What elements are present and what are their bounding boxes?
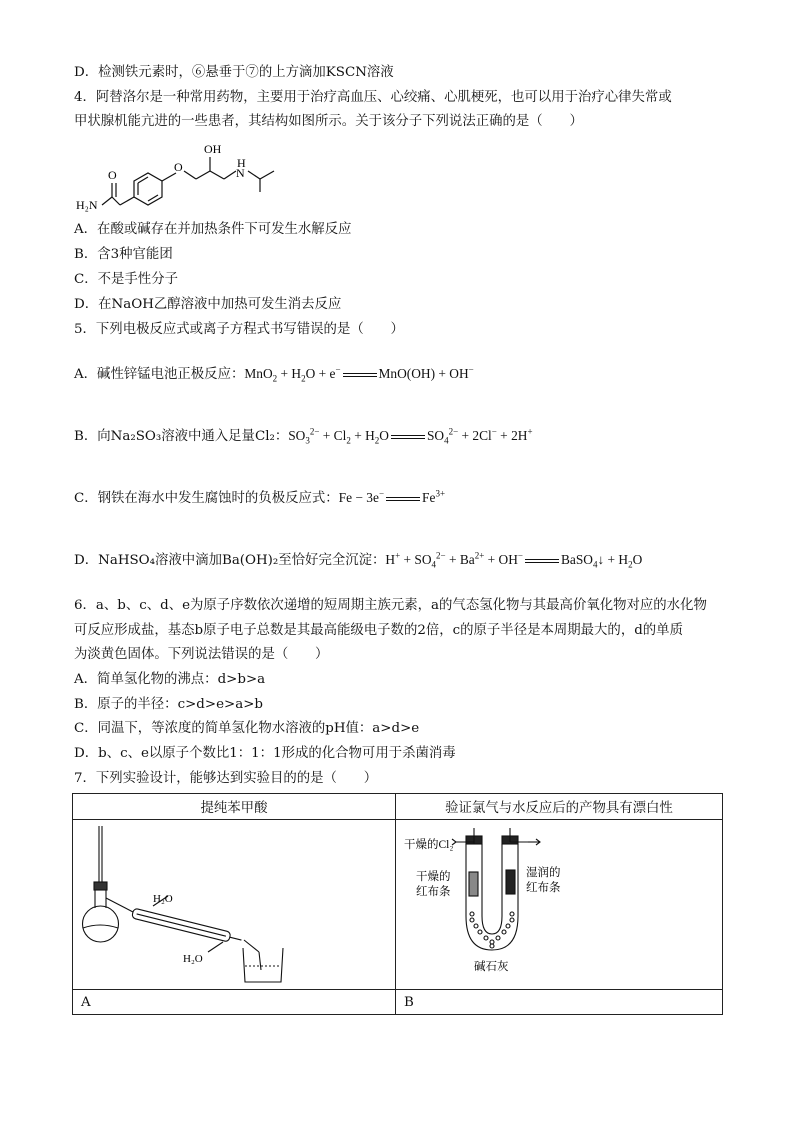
distillation-apparatus — [73, 820, 395, 985]
atenolol-structure — [72, 137, 312, 217]
col-b-header: 验证氯气与水反应后的产物具有漂白性 — [396, 794, 723, 820]
struct-nh2: H₂N — [76, 198, 98, 212]
q4-option-a: A．在酸或碱存在并加热条件下可发生水解反应 — [74, 222, 352, 237]
fig-b-cell — [396, 820, 723, 990]
q4-stem-line2: 甲状腺机能亢进的一些患者，其结构如图所示。关于该分子下列说法正确的是（ ） — [74, 114, 583, 129]
q7-stem: 7．下列实验设计，能够达到实验目的的是（ ） — [74, 771, 378, 786]
water-out-label: H₂O — [183, 953, 203, 965]
q4-option-b: B．含3种官能团 — [74, 247, 173, 262]
q5-option-c: C．钢铁在海水中发生腐蚀时的负极反应式：Fe − 3e− $Fe^{3+}$ — [74, 488, 446, 506]
col-a-header: 提纯苯甲酸 — [73, 794, 396, 820]
q6-stem-line1: 6．a、b、c、d、e为原子序数依次递增的短周期主族元素，a的气态氢化物与其最高价氧化物对应的水化物 — [74, 598, 707, 613]
q6-option-d: D．b、c、e以原子个数比1：1：1形成的化合物可用于杀菌消毒 — [74, 746, 456, 761]
struct-h: H — [237, 156, 246, 170]
q4-option-c: C．不是手性分子 — [74, 272, 178, 287]
q6-option-a: A．简单氢化物的沸点：d>b>a — [74, 672, 266, 687]
col-a-label: A — [73, 990, 396, 1015]
q6-option-b: B．原子的半径：c>d>e>a>b — [74, 697, 264, 712]
wet-strip-label-2: 红布条 — [526, 882, 561, 894]
dry-strip-label-2: 红布条 — [416, 886, 451, 898]
q4-option-d: D．在NaOH乙醇溶液中加热可发生消去反应 — [74, 297, 342, 312]
q5-option-d: D．NaHSO₄溶液中滴加Ba(OH)₂至恰好完全沉淀：$H^+ + SO_4^{2-} + Ba^{2+} + OH^-$ BaSO$_4$↓ + $H_2O$ — [74, 550, 643, 570]
q6-option-c: C．同温下，等浓度的简单氢化物水溶液的pH值：a>d>e — [74, 721, 420, 736]
fig-a-cell — [73, 820, 396, 990]
dry-cl2-label: 干燥的Cl₂ — [404, 839, 454, 851]
struct-o-ether: O — [174, 160, 183, 174]
struct-oh: OH — [204, 142, 222, 156]
water-in-label: H₂O — [153, 893, 173, 905]
experiment-table — [72, 793, 723, 1015]
q4-stem-line1: 4．阿替洛尔是一种常用药物，主要用于治疗高血压、心绞痛、心肌梗死，也可以用于治疗心律失常或 — [74, 90, 672, 105]
wet-strip-label-1: 湿润的 — [526, 867, 561, 879]
dry-strip-label-1: 干燥的 — [416, 871, 451, 883]
struct-n: N — [236, 166, 245, 180]
q5-option-a: A．碱性锌锰电池正极反应：$MnO_2 + H_2O + e^-$ MnO(OH) + OH− — [74, 364, 474, 384]
soda-lime-label: 碱石灰 — [474, 961, 509, 973]
q5-option-b: B．向Na₂SO₃溶液中通入足量Cl₂：$SO_3^{2-} + Cl_2 + H_2O$ $SO_4^{2-} + 2Cl^- + 2H^+$ — [74, 426, 533, 446]
q5-stem: 5．下列电极反应式或离子方程式书写错误的是（ ） — [74, 322, 404, 337]
col-b-label: B — [396, 990, 723, 1015]
q3-option-d: D．检测铁元素时，⑥悬垂于⑦的上方滴加KSCN溶液 — [74, 65, 394, 80]
q6-stem-line2: 可反应形成盐，基态b原子电子总数是其最高能级电子数的2倍，c的原子半径是本周期最大的，d的单质 — [74, 623, 683, 638]
q6-stem-line3: 为淡黄色固体。下列说法错误的是（ ） — [74, 647, 329, 662]
u-tube-apparatus — [396, 820, 722, 985]
struct-o-carbonyl: O — [108, 168, 117, 182]
